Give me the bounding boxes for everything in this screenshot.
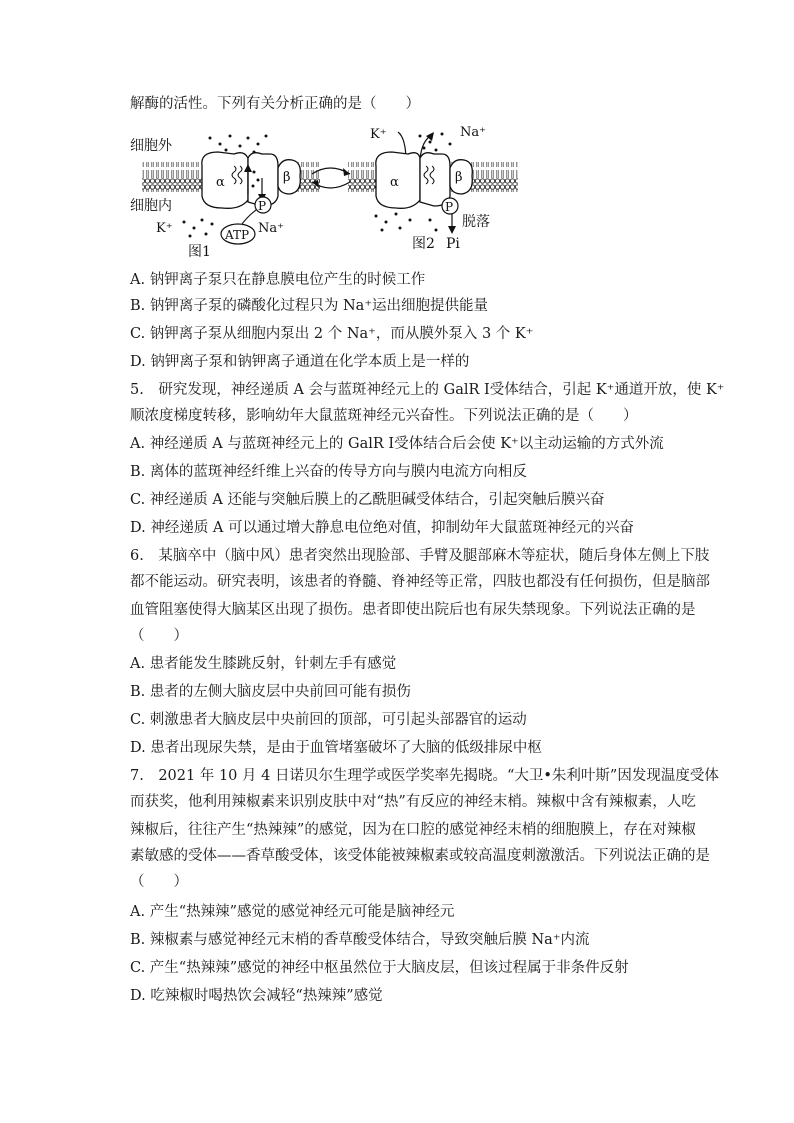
sodium-potassium-pump-figure [130, 124, 530, 262]
pi-label: Pi [446, 236, 460, 252]
q5-option-b: B. 离体的蓝斑神经纤维上兴奋的传导方向与膜内电流方向相反 [130, 464, 527, 480]
atp-arrow-icon [242, 210, 256, 224]
q6-stem-line-1: 6. 某脑卒中（脑中风）患者突然出现脸部、手臂及腿部麻木等症状，随后身体左侧上下肢 [130, 548, 710, 564]
na-ion-label-right: Na⁺ [460, 125, 486, 140]
beta-subunit-label-left: β [283, 170, 291, 185]
q6-option-b: B. 患者的左侧大脑皮层中央前回可能有损伤 [130, 684, 411, 700]
q6-stem-line-4: （ ） [130, 628, 188, 644]
q7-stem-line-3: 辣椒后，往往产生“热辣辣”的感觉，因为在口腔的感觉神经末梢的细胞膜上，存在对辣椒 [130, 822, 696, 838]
q6-option-c: C. 刺激患者大脑皮层中央前回的顶部，可引起头部器官的运动 [130, 712, 527, 728]
q5-stem-line-1: 5. 研究发现，神经递质 A 会与蓝斑神经元上的 GalR Ⅰ受体结合，引起 K⁺通道开放，使 K⁺ [130, 382, 725, 398]
q4-option-b: B. 钠钾离子泵的磷酸化过程只为 Na⁺运出细胞提供能量 [130, 298, 488, 314]
ion-dots-outside-left [209, 135, 268, 154]
alpha-subunit-label-left: α [216, 175, 225, 190]
q4-option-c: C. 钠钾离子泵从细胞内泵出 2 个 Na⁺，而从膜外泵入 3 个 K⁺ [130, 326, 534, 342]
ion-dots-outside-right [419, 133, 452, 152]
question-4-stem-tail: 解酶的活性。下列有关分析正确的是（ ） [130, 96, 420, 112]
pump-protein-fig1 [202, 152, 301, 208]
q4-option-a: A. 钠钾离子泵只在静息膜电位产生的时候工作 [130, 272, 426, 288]
svg-text:ATP: ATP [225, 228, 250, 242]
q7-stem-line-1: 7. 2021 年 10 月 4 日诺贝尔生理学或医学奖率先揭晓。“大卫•朱利叶斯”因发现温度受体 [130, 768, 719, 784]
q7-option-b: B. 辣椒素与感觉神经元末梢的香草酸受体结合，导致突触后膜 Na⁺内流 [130, 932, 590, 948]
phosphate-circle-left [255, 197, 271, 213]
ion-dots-inside-right [375, 213, 438, 232]
q7-stem-line-2: 而获奖，他利用辣椒素来识别皮肤中对“热”有反应的神经末梢。辣椒中含有辣椒素，人吃 [130, 794, 696, 810]
label-extracellular: 细胞外 [130, 138, 172, 154]
q5-option-c: C. 神经递质 A 还能与突触后膜上的乙酰胆碱受体结合，引起突触后膜兴奋 [130, 492, 605, 508]
pump-protein-fig2 [376, 152, 473, 208]
q6-option-a: A. 患者能发生膝跳反射，针刺左手有感觉 [130, 656, 397, 672]
q7-stem-line-5: （ ） [130, 874, 188, 890]
atp-molecule [221, 224, 255, 244]
q7-stem-line-4: 素敏感的受体——香草酸受体，该受体能被辣椒素或较高温度刺激激活。下列说法正确的是 [130, 848, 710, 864]
na-ion-label-left: Na⁺ [258, 221, 284, 236]
q5-stem-line-2: 顺浓度梯度转移，影响幼年大鼠蓝斑神经元兴奋性。下列说法正确的是（ ） [130, 408, 638, 424]
q7-option-c: C. 产生“热辣辣”感觉的神经中枢虽然位于大脑皮层，但该过程属于非条件反射 [130, 960, 629, 976]
ion-dots-inside-left [183, 219, 214, 238]
q7-option-d: D. 吃辣椒时喝热饮会减轻“热辣辣”感觉 [130, 988, 383, 1004]
q5-option-d: D. 神经递质 A 可以通过增大静息电位绝对值，抑制幼年大鼠蓝斑神经元的兴奋 [130, 520, 635, 536]
q6-stem-line-3: 血管阻塞使得大脑某区出现了损伤。患者即使出院后也有尿失禁现象。下列说法正确的是 [130, 602, 696, 618]
svg-text:P: P [445, 200, 454, 214]
phosphate-circle-right [442, 198, 458, 214]
q6-stem-line-2: 都不能运动。研究表明，该患者的脊髓、脊神经等正常，四肢也都没有任何损伤，但是脑部 [130, 574, 710, 590]
k-ion-label-right: K⁺ [370, 127, 387, 142]
q4-option-d: D. 钠钾离子泵和钠钾离子通道在化学本质上是一样的 [130, 354, 470, 370]
label-intracellular: 细胞内 [130, 198, 172, 214]
alpha-subunit-label-right: α [390, 175, 399, 190]
svg-text:P: P [258, 199, 267, 213]
figure-1-caption: 图1 [188, 244, 211, 260]
detach-label: 脱落 [462, 214, 490, 230]
q6-option-d: D. 患者出现尿失禁，是由于血管堵塞破坏了大脑的低级排尿中枢 [130, 740, 542, 756]
k-ion-label-left: K⁺ [156, 221, 173, 236]
pump-diagram [130, 124, 530, 262]
q7-option-a: A. 产生“热辣辣”感觉的感觉神经元可能是脑神经元 [130, 904, 455, 920]
figure-2-caption: 图2 [412, 236, 435, 252]
q5-option-a: A. 神经递质 A 与蓝斑神经元上的 GalR Ⅰ受体结合后会使 K⁺以主动运输的方式外流 [130, 436, 664, 452]
beta-subunit-label-right: β [455, 170, 463, 185]
